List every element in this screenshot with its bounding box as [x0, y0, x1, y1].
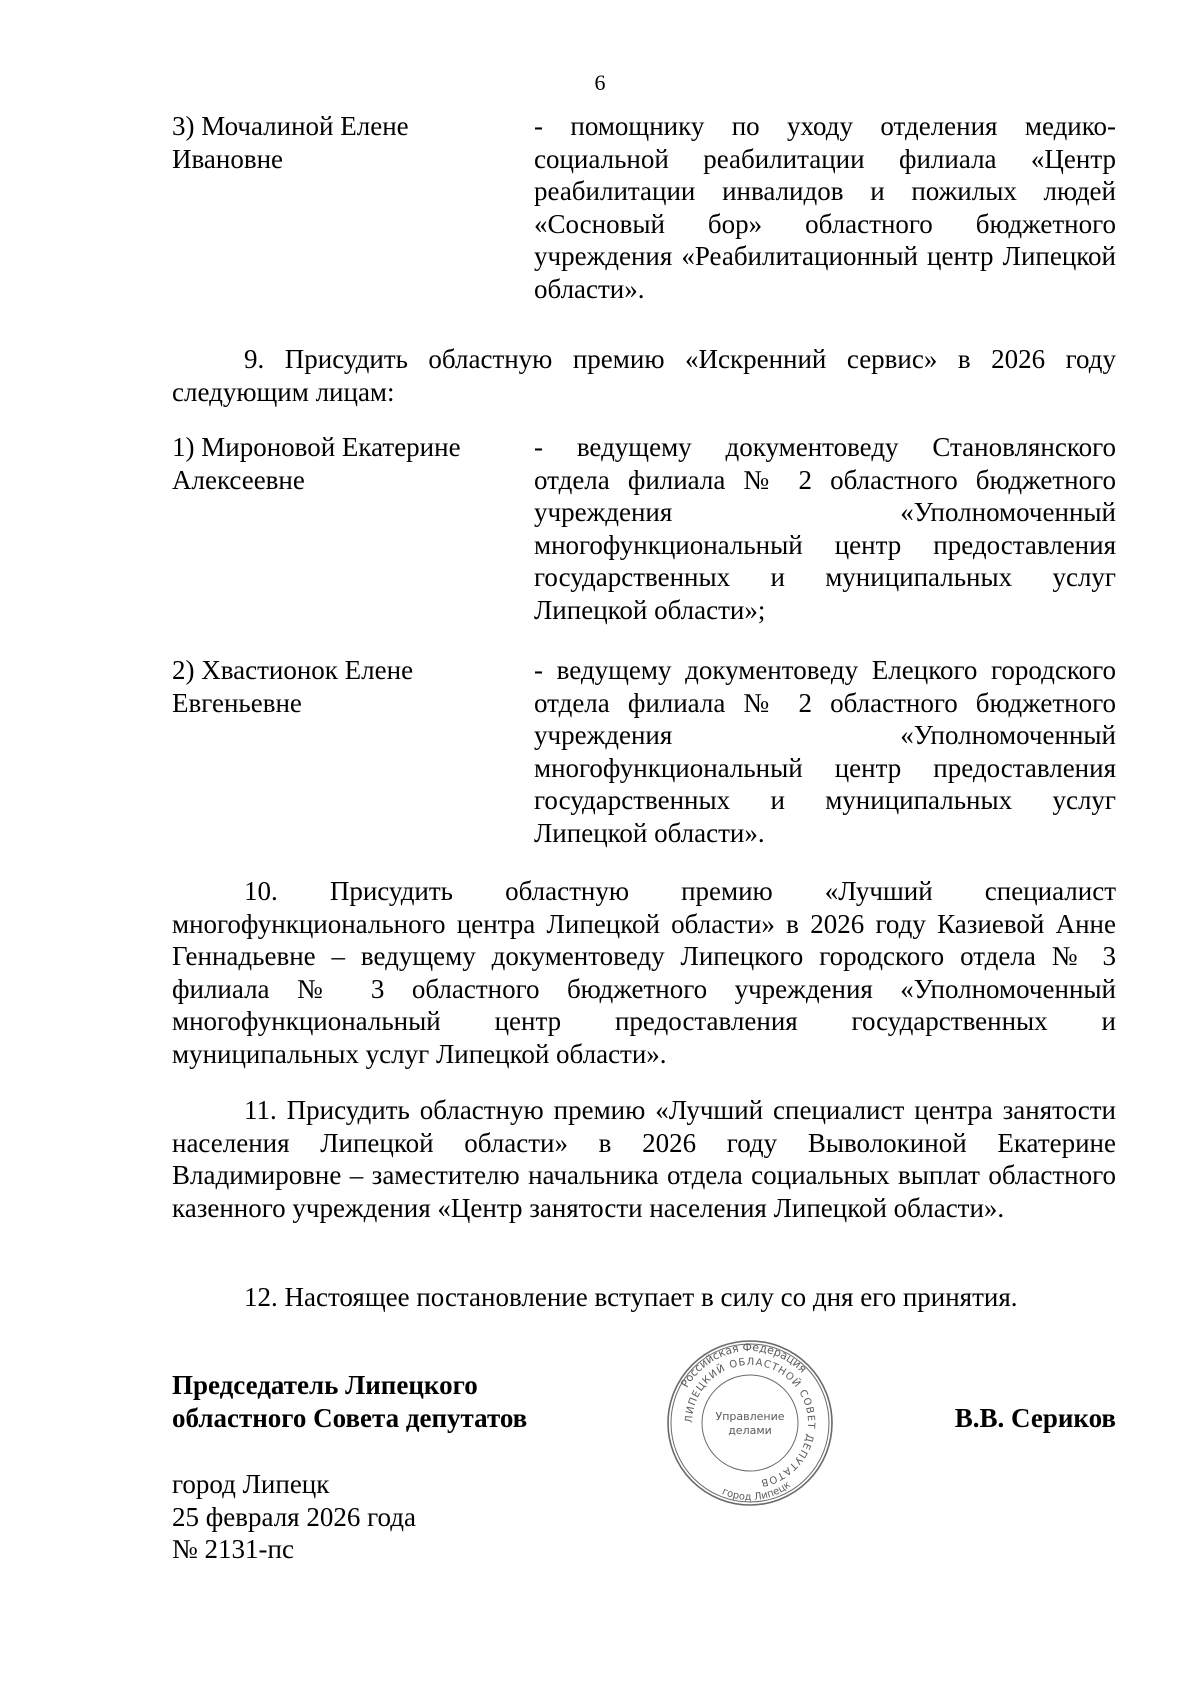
recipient-row: [172, 431, 1116, 631]
seal-center-line-1: Управление: [715, 1410, 785, 1423]
paragraph-item-11: 11. Присудить областную премию «Лучший специалист центра занятости населения Липецкой области» в 2026 году Выволокиной Екатерине Владимировне – заместителю начальника отдела социальных выплат областного казенного учреждения «Центр занятости населения Липецкой области».: [172, 1095, 1116, 1223]
official-seal: [665, 1338, 835, 1508]
paragraph-item-9: 9. Присудить областную премию «Искренний сервис» в 2026 году следующим лицам:: [172, 344, 1116, 407]
seal-ring-text: ЛИПЕЦКИЙ ОБЛАСТНОЙ СОВЕТ ДЕПУТАТОВ: [683, 1356, 817, 1489]
signatory-title-line-1: Председатель Липецкого: [172, 1370, 478, 1400]
recipient-row: [172, 654, 1116, 854]
footer-city: город Липецк: [172, 1469, 330, 1499]
recipient-name: 1) Мироновой Екатерине Алексеевне: [172, 432, 461, 495]
signatory-name: В.В. Сериков: [954, 1403, 1116, 1433]
seal-outer-text: Российская Федерация: [678, 1340, 810, 1390]
recipient-position: - помощнику по уходу отделения медико-социальной реабилитации филиала «Центр реабилитации инвалидов и пожилых людей «Сосновый бор» областного бюджетного учреждения «Реабилитационный центр Липецкой области».: [534, 111, 1116, 304]
seal-center-line-2: делами: [728, 1424, 772, 1437]
recipient-position: - ведущему документоведу Становлянского отдела филиала № 2 областного бюджетного учреждения «Уполномоченный многофункциональный центр предоставления государственных и муниципальных услуг Липецкой области»;: [534, 432, 1116, 625]
signatory-title-line-2: областного Совета депутатов: [172, 1402, 528, 1433]
recipient-row: [172, 110, 1116, 310]
recipient-name: 3) Мочалиной Елене Ивановне: [172, 111, 409, 174]
seal-bottom-text: город Липецк: [720, 1479, 793, 1504]
paragraph-item-12: 12. Настоящее постановление вступает в силу со дня его принятия.: [244, 1282, 1018, 1312]
signatory-title: [172, 1369, 527, 1434]
footer-number: № 2131-пс: [172, 1534, 294, 1564]
recipient-position: - ведущему документоведу Елецкого городского отдела филиала № 2 областного бюджетного учреждения «Уполномоченный многофункциональный центр предоставления государственных и муниципальных услуг Липецкой области».: [534, 655, 1116, 848]
footer-date: 25 февраля 2026 года: [172, 1501, 416, 1532]
recipient-name: 2) Хвастионок Елене Евгеньевне: [172, 655, 414, 718]
page-number: 6: [594, 70, 606, 95]
paragraph-item-10: 10. Присудить областную премию «Лучший специалист многофункционального центра Липецкой области» в 2026 году Казиевой Анне Геннадьевне – ведущему документоведу Липецкого городского отдела № 3 филиала № 3 областного бюджетного учреждения «Уполномоченный многофункциональный центр предоставления государственных и муниципальных услуг Липецкой области».: [172, 876, 1116, 1069]
document-footer: [172, 1468, 416, 1566]
